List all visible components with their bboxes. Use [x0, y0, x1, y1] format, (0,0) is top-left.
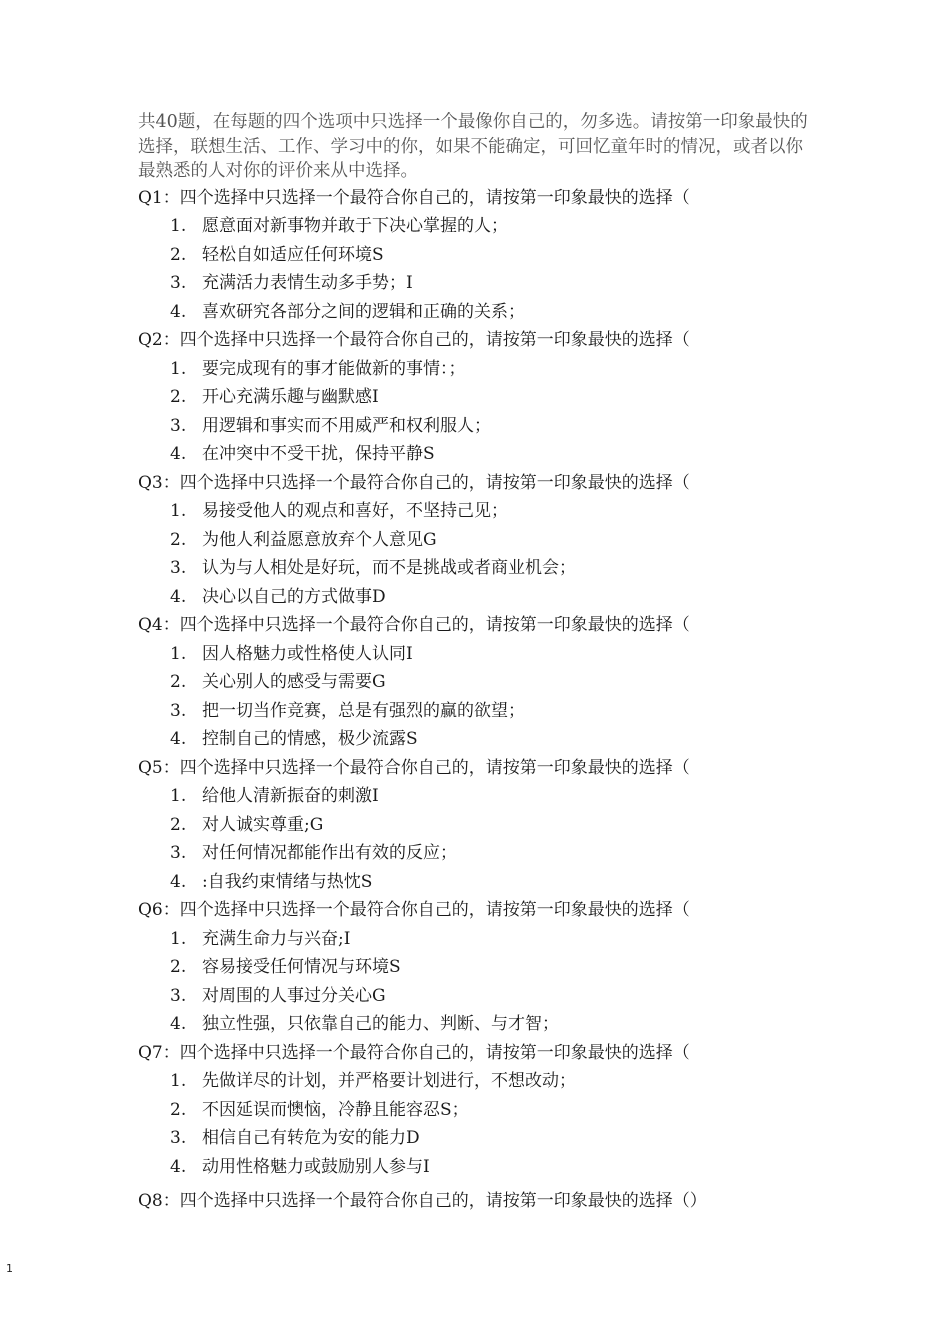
- option-item[interactable]: [138, 868, 818, 897]
- intro-paragraph: 共40题，在每题的四个选项中只选择一个最像你自己的，勿多选。请按第一印象最快的选择，联想生活、工作、学习中的你，如果不能确定，可回忆童年时的情况，或者以你最熟悉的人对你的评价来从中选择。: [138, 112, 808, 181]
- option-item[interactable]: [138, 782, 818, 811]
- option-item[interactable]: [138, 839, 818, 868]
- option-item[interactable]: [138, 725, 818, 754]
- option-number: 3.: [170, 985, 187, 1006]
- option-item[interactable]: [138, 1096, 818, 1125]
- option-item[interactable]: [138, 953, 818, 982]
- option-number: 2.: [170, 814, 187, 835]
- option-text: 相信自己有转危为安的能力D: [202, 1128, 420, 1148]
- option-text: 喜欢研究各部分之间的逻辑和正确的关系；: [202, 301, 525, 322]
- option-list: [138, 925, 818, 1039]
- option-list: [138, 1067, 818, 1181]
- option-text: 把一切当作竞赛，总是有强烈的赢的欲望；: [202, 700, 525, 721]
- option-item[interactable]: [138, 811, 818, 840]
- question-title: Q1：四个选择中只选择一个最符合你自己的，请按第一印象最快的选择（: [138, 187, 690, 208]
- option-number: 3.: [170, 273, 187, 293]
- option-text: 不因延误而懊恼，冷静且能容忍S；: [202, 1099, 469, 1120]
- option-item[interactable]: [138, 1153, 818, 1182]
- option-item[interactable]: [138, 1010, 818, 1039]
- option-number: 2.: [170, 529, 187, 550]
- option-list: [138, 212, 818, 326]
- option-number: 4.: [170, 1014, 187, 1034]
- option-text: 充满活力表情生动多手势；I: [202, 273, 413, 293]
- option-number: 2.: [170, 387, 187, 407]
- option-item[interactable]: [138, 925, 818, 954]
- option-number: 1.: [170, 216, 187, 236]
- question-title: Q5：四个选择中只选择一个最符合你自己的，请按第一印象最快的选择（: [138, 757, 690, 778]
- option-number: 1.: [170, 643, 187, 664]
- option-item[interactable]: [138, 241, 818, 270]
- option-text: 对人诚实尊重;G: [202, 814, 324, 835]
- option-item[interactable]: [138, 982, 818, 1011]
- option-number: 4.: [170, 871, 187, 892]
- question-title: Q4：四个选择中只选择一个最符合你自己的，请按第一印象最快的选择（: [138, 615, 690, 635]
- option-number: 1.: [170, 358, 187, 379]
- option-number: 3.: [170, 415, 187, 436]
- option-text: 关心别人的感受与需要G: [202, 672, 386, 692]
- option-list: [138, 355, 818, 469]
- option-text: 对周围的人事过分关心G: [202, 985, 386, 1006]
- option-list: [138, 640, 818, 754]
- option-text: 因人格魅力或性格使人认同I: [202, 643, 413, 664]
- option-number: 2.: [170, 244, 187, 265]
- option-text: 在冲突中不受干扰，保持平静S: [202, 444, 435, 464]
- option-text: 动用性格魅力或鼓励别人参与I: [202, 1156, 430, 1177]
- option-number: 2.: [170, 957, 187, 977]
- option-text: 易接受他人的观点和喜好，不坚持己见；: [202, 501, 508, 521]
- option-number: 3.: [170, 558, 187, 578]
- option-number: 3.: [170, 700, 187, 721]
- option-text: 要完成现有的事才能做新的事情：；: [202, 358, 466, 379]
- option-text: 轻松自如适应任何环境S: [202, 244, 384, 265]
- option-item[interactable]: [138, 583, 818, 612]
- question-title: Q2：四个选择中只选择一个最符合你自己的，请按第一印象最快的选择（: [138, 330, 690, 350]
- option-text: 用逻辑和事实而不用威严和权利服人；: [202, 415, 491, 436]
- option-item[interactable]: [138, 440, 818, 469]
- question-title: Q6：四个选择中只选择一个最符合你自己的，请按第一印象最快的选择（: [138, 900, 690, 920]
- option-item[interactable]: [138, 1124, 818, 1153]
- option-number: 3.: [170, 1128, 187, 1148]
- option-number: 4.: [170, 586, 187, 607]
- option-text: 开心充满乐趣与幽默感I: [202, 387, 379, 407]
- option-number: 1.: [170, 928, 187, 949]
- question-title: Q7：四个选择中只选择一个最符合你自己的，请按第一印象最快的选择（: [138, 1042, 690, 1063]
- option-text: 充满生命力与兴奋;I: [202, 928, 351, 949]
- option-number: 2.: [170, 1099, 187, 1120]
- option-item[interactable]: [138, 269, 818, 298]
- option-number: 4.: [170, 729, 187, 749]
- option-item[interactable]: [138, 526, 818, 555]
- option-item[interactable]: [138, 497, 818, 526]
- option-number: 4.: [170, 301, 187, 322]
- option-number: 3.: [170, 843, 187, 863]
- option-text: 先做详尽的计划，并严格要计划进行，不想改动；: [202, 1071, 576, 1091]
- question-title: Q3：四个选择中只选择一个最符合你自己的，请按第一印象最快的选择（: [138, 472, 690, 493]
- question-block: [138, 469, 818, 612]
- option-item[interactable]: [138, 355, 818, 384]
- option-text: :自我约束情绪与热忱S: [202, 871, 373, 892]
- question-block: [138, 184, 818, 327]
- option-number: 4.: [170, 1156, 187, 1177]
- option-item[interactable]: [138, 668, 818, 697]
- option-text: 为他人利益愿意放弃个人意见G: [202, 529, 437, 550]
- option-text: 决心以自己的方式做事D: [202, 586, 386, 607]
- option-item[interactable]: [138, 1067, 818, 1096]
- question-title: Q8：四个选择中只选择一个最符合你自己的，请按第一印象最快的选择（）: [138, 1191, 707, 1211]
- page-number: 1: [6, 1262, 13, 1275]
- option-item[interactable]: [138, 412, 818, 441]
- question-block: [138, 326, 818, 469]
- option-number: 4.: [170, 444, 187, 464]
- question-block: [138, 1039, 818, 1182]
- option-number: 1.: [170, 786, 187, 806]
- option-number: 1.: [170, 1071, 187, 1091]
- option-number: 2.: [170, 672, 187, 692]
- question-block: [138, 754, 818, 897]
- option-item[interactable]: [138, 383, 818, 412]
- option-item[interactable]: [138, 640, 818, 669]
- option-item[interactable]: [138, 554, 818, 583]
- option-text: 控制自己的情感，极少流露S: [202, 729, 418, 749]
- option-list: [138, 782, 818, 896]
- option-text: 对任何情况都能作出有效的反应；: [202, 843, 457, 863]
- document-body: [138, 110, 818, 1216]
- option-item[interactable]: [138, 697, 818, 726]
- option-text: 愿意面对新事物并敢于下决心掌握的人；: [202, 216, 508, 236]
- option-list: [138, 497, 818, 611]
- option-item[interactable]: [138, 212, 818, 241]
- question-block: [138, 896, 818, 1039]
- option-text: 容易接受任何情况与环境S: [202, 957, 401, 977]
- option-number: 1.: [170, 501, 187, 521]
- option-item[interactable]: [138, 298, 818, 327]
- option-text: 给他人清新振奋的刺激I: [202, 786, 379, 806]
- option-text: 认为与人相处是好玩，而不是挑战或者商业机会；: [202, 558, 576, 578]
- question-block: [138, 611, 818, 754]
- question-list: [138, 184, 818, 1182]
- option-text: 独立性强，只依靠自己的能力、判断、与才智；: [202, 1014, 559, 1034]
